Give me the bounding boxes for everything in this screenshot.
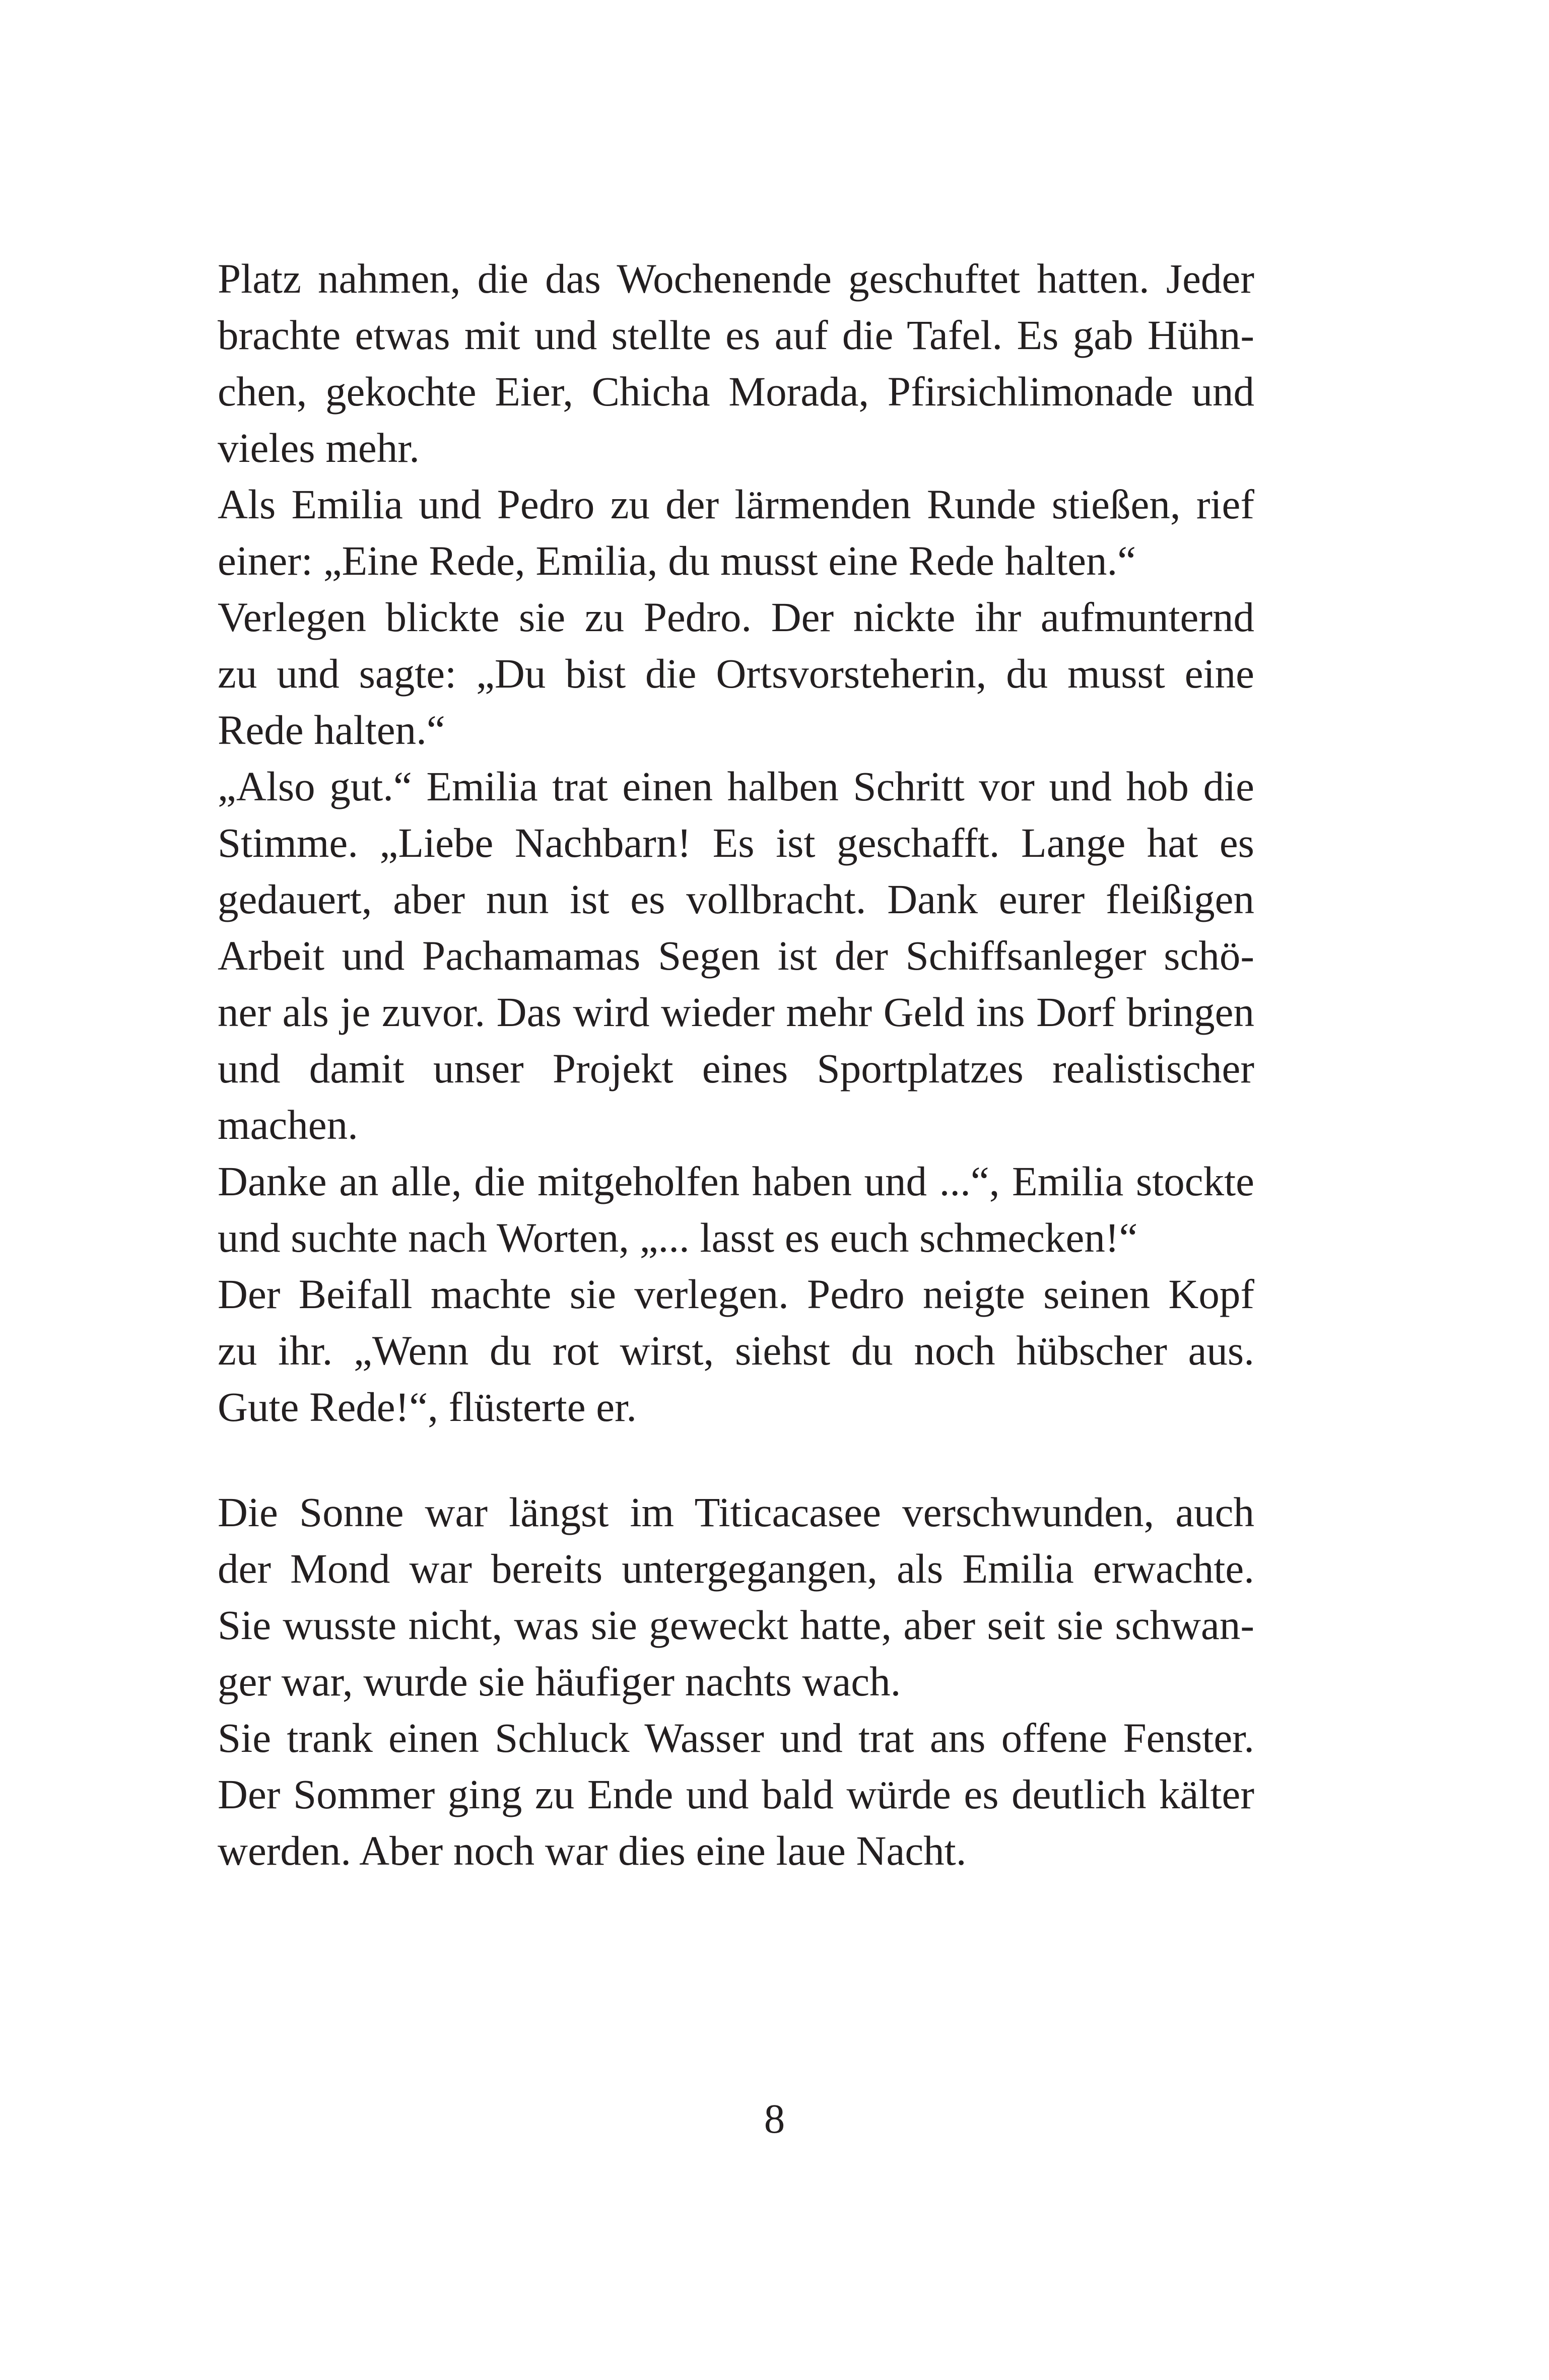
text-line: machen. [218, 1102, 358, 1148]
text-line: Der Sommer ging zu Ende und bald würde es deutlich kälter [218, 1771, 1254, 1817]
text-line: und suchte nach Worten, „... lasst es euch schmecken!“ [218, 1214, 1138, 1261]
page-number: 8 [764, 2095, 785, 2142]
text-line: Arbeit und Pachamamas Segen ist der Schiffsanleger schö- [218, 932, 1254, 979]
text-line: Stimme. „Liebe Nachbarn! Es ist geschafft. Lange hat es [218, 820, 1254, 866]
text-line: chen, gekochte Eier, Chicha Morada, Pfirsichlimonade und [218, 368, 1254, 415]
text-section-2 [218, 1484, 1254, 1879]
text-line: Platz nahmen, die das Wochenende geschuftet hatten. Jeder [218, 255, 1254, 302]
text-line: Der Beifall machte sie verlegen. Pedro neigte seinen Kopf [218, 1271, 1254, 1317]
text-line: zu ihr. „Wenn du rot wirst, siehst du noch hübscher aus. [218, 1327, 1254, 1374]
text-line: einer: „Eine Rede, Emilia, du musst eine Rede halten.“ [218, 537, 1136, 584]
text-line: Die Sonne war längst im Titicacasee verschwunden, auch [218, 1489, 1254, 1535]
text-line: ger war, wurde sie häufiger nachts wach. [218, 1658, 901, 1705]
text-line: ner als je zuvor. Das wird wieder mehr Geld ins Dorf bringen [218, 989, 1254, 1035]
text-line: Danke an alle, die mitgeholfen haben und ...“, Emilia stockte [218, 1158, 1254, 1204]
text-section-1 [218, 250, 1254, 1435]
text-line: und damit unser Projekt eines Sportplatzes realistischer [218, 1045, 1254, 1092]
text-line: Verlegen blickte sie zu Pedro. Der nickte ihr aufmunternd [218, 594, 1254, 640]
text-line: zu und sagte: „Du bist die Ortsvorsteherin, du musst eine [218, 650, 1254, 697]
text-line: Als Emilia und Pedro zu der lärmenden Runde stießen, rief [218, 481, 1254, 527]
text-line: Sie wusste nicht, was sie geweckt hatte, aber seit sie schwan- [218, 1602, 1254, 1648]
text-line: Rede halten.“ [218, 707, 445, 753]
text-line: werden. Aber noch war dies eine laue Nacht. [218, 1827, 967, 1874]
text-line: vieles mehr. [218, 425, 420, 471]
text-line: brachte etwas mit und stellte es auf die Tafel. Es gab Hühn- [218, 312, 1254, 358]
text-line: „Also gut.“ Emilia trat einen halben Schritt vor und hob die [218, 763, 1254, 809]
text-line: Gute Rede!“, flüsterte er. [218, 1384, 637, 1430]
text-line: gedauert, aber nun ist es vollbracht. Dank eurer fleißigen [218, 876, 1254, 922]
text-line: Sie trank einen Schluck Wasser und trat ans offene Fenster. [218, 1715, 1254, 1761]
text-line: der Mond war bereits untergegangen, als Emilia erwachte. [218, 1545, 1254, 1592]
